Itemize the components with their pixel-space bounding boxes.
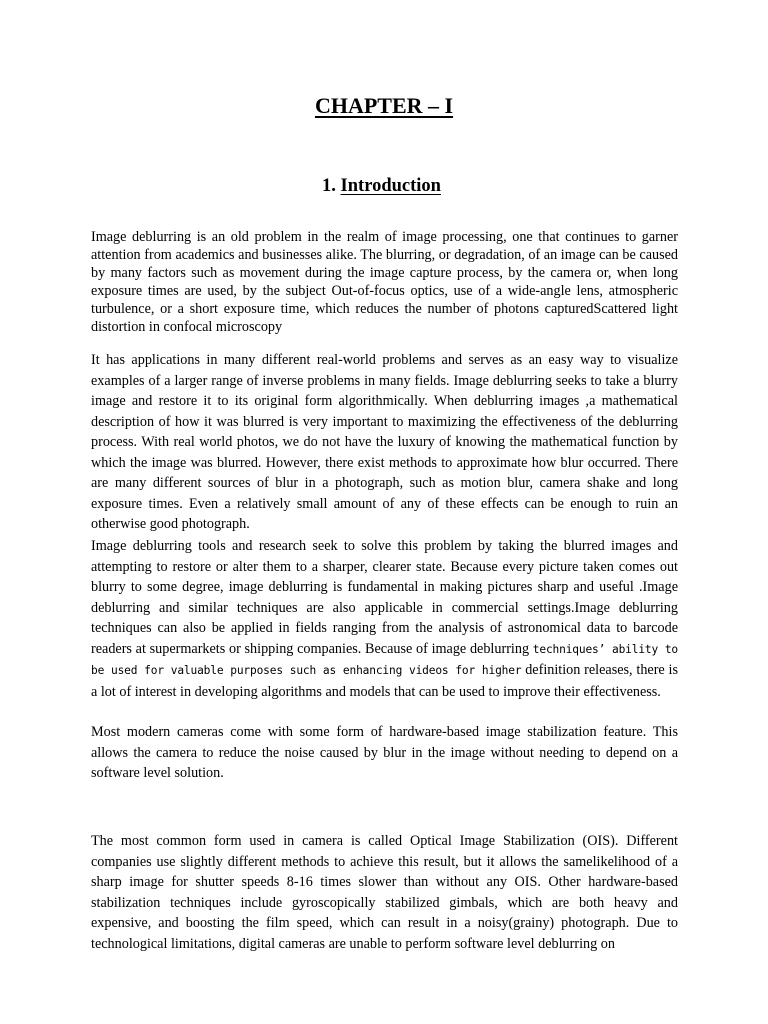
paragraph-3-part-1: Image deblurring tools and research seek to solve this problem by taking the blurred images and attempting to restore or alter them to a sharper, clearer state. Because every picture taken comes out blurry to some degree, image deblurring is fundamental in making pictures sharp and useful .Image deblurring and similar techniques are also applicable in commercial settings.Image deblurring techniques can also be applied in fields ranging from the analysis of astronomical data to barcode readers at supermarkets or shipping companies. Because of image deblurring — [91, 538, 678, 657]
chapter-title — [0, 92, 768, 120]
paragraph-5: The most common form used in camera is called Optical Image Stabilization (OIS). Different companies use slightly different methods to achieve this result, but it allows the samelikelihood of a sharp image for shutter speeds 8-16 times slower than without any OIS. Other hardware-based stabilization techniques include gyroscopically stabilized gimbals, which are both heavy and expensive, and boosting the film speed, which can result in a noisy(grainy) photograph. Due to technological limitations, digital cameras are unable to perform software level deblurring on — [91, 833, 678, 952]
paragraph-3-part-2: techniques’ ability to be used for valuable purposes such as enhancing videos for higher — [91, 642, 679, 678]
paragraph-2: It has applications in many different real-world problems and serves as an easy way to visualize examples of a larger range of inverse problems in many fields. Image deblurring seeks to take a blurry image and restore it to its original form algorithmically. When deblurring images ,a mathematical description of how it was blurred is very important to maximizing the effectiveness of the deblurring process. With real world photos, we do not have the luxury of knowing the mathematical function by which the image was blurred. However, there exist methods to approximate how blur occurred. There are many different sources of blur in a photograph, such as motion blur, camera shake and long exposure times. Even a relatively small amount of any of these effects can be enough to ruin an otherwise good photograph. — [91, 352, 678, 533]
paragraph-3 — [91, 536, 678, 702]
paragraph-4: Most modern cameras come with some form of hardware-based image stabilization feature. This allows the camera to reduce the noise caused by blur in the image without needing to depend on a software level solution. — [91, 724, 678, 782]
paragraph-3-part-3: definition releases, there is a lot of interest in developing algorithms and models that can be used to improve their effectiveness. — [91, 662, 678, 700]
section-number: 1. — [322, 176, 336, 196]
chapter-title-text: CHAPTER – I — [314, 93, 454, 118]
section-heading — [0, 174, 763, 198]
section-title: Introduction — [340, 176, 441, 196]
paragraph-1: Image deblurring is an old problem in the realm of image processing, one that continues to garner attention from academics and businesses alike. The blurring, or degradation, of an image can be caused by many factors such as movement during the image capture process, by the camera or, when long exposure times are used, by the subject Out-of-focus optics, use of a wide-angle lens, atmospheric turbulence, or a short exposure time, which reduces the number of photons capturedScattered light distortion in confocal microscopy — [91, 229, 678, 335]
